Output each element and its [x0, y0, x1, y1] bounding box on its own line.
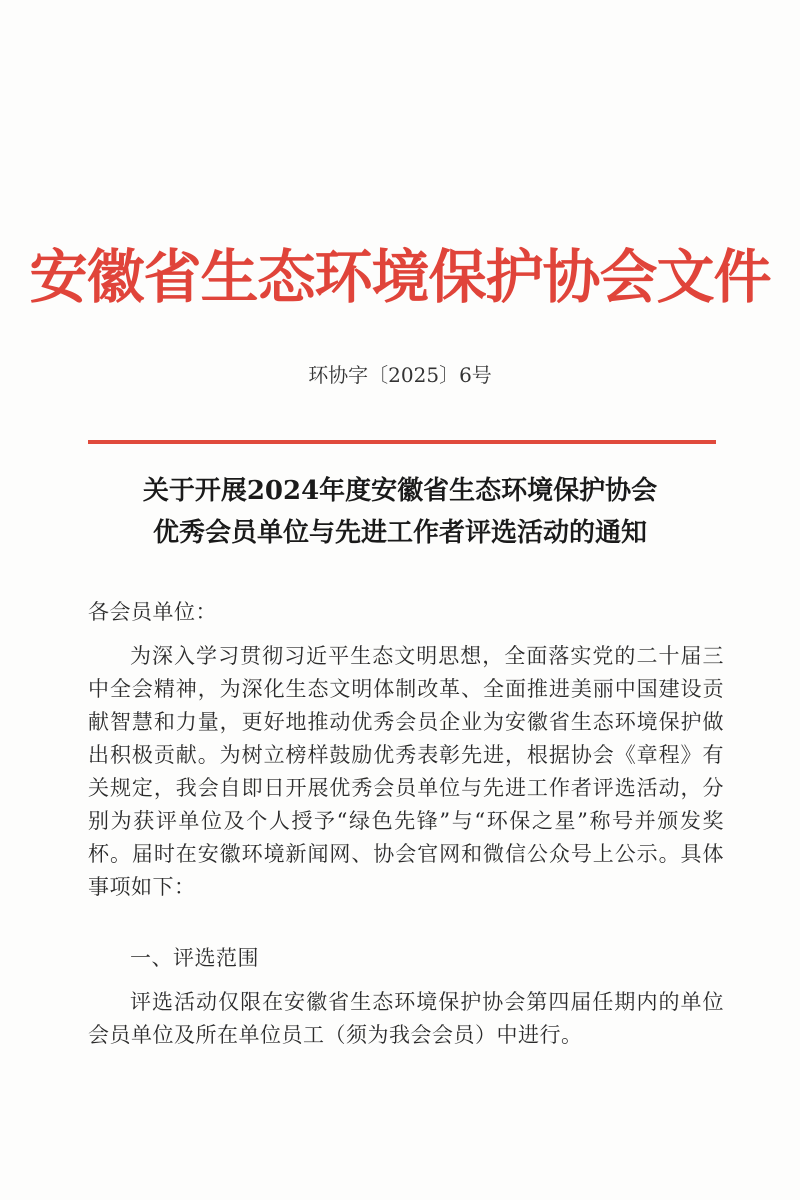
notice-title — [70, 470, 730, 554]
body-paragraph-2: 评选活动仅限在安徽省生态环境保护协会第四届任期内的单位会员单位及所在单位员工（须为我会会员）中进行。 — [88, 990, 724, 1047]
body-paragraph-1: 为深入学习贯彻习近平生态文明思想，全面落实党的二十届三中全会精神，为深化生态文明体制改革、全面推进美丽中国建设贡献智慧和力量，更好地推动优秀会员企业为安徽省生态环境保护做出积极贡献。为树立榜样鼓励优秀表彰先进，根据协会《章程》有关规定，我会自即日开展优秀会员单位与先进工作者评选活动，分别为获评单位及个人授予“绿色先锋”与“环保之星”称号并颁发奖杯。届时在安徽环境新闻网、协会官网和微信公众号上公示。具体事项如下： — [88, 644, 724, 899]
letterhead-title: 安徽省生态环境保护协会文件 — [29, 243, 771, 311]
section-heading-scope: 一、评选范围 — [130, 946, 259, 970]
salutation: 各会员单位： — [88, 600, 217, 624]
notice-title-line-1: 关于开展2024年度安徽省生态环境保护协会 — [142, 476, 658, 506]
red-separator-line — [88, 440, 716, 444]
notice-title-line-2: 优秀会员单位与先进工作者评选活动的通知 — [152, 518, 647, 548]
document-number: 环协字〔2025〕6号 — [308, 363, 492, 387]
